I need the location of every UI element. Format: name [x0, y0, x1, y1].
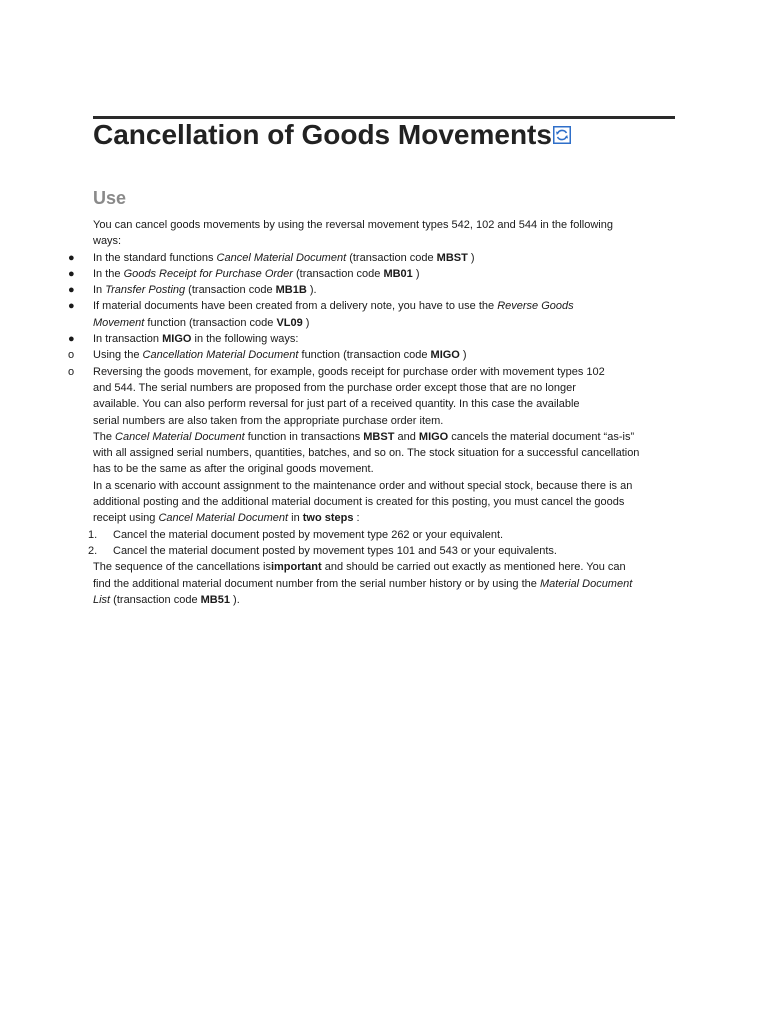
refresh-icon[interactable]: [553, 117, 571, 153]
title-text: Cancellation of Goods Movements: [93, 119, 552, 150]
list-item: ● In Transfer Posting (transaction code MB1B ).: [0, 282, 768, 298]
step-number: 1.: [88, 528, 98, 541]
text-line: has to be the same as after the original goods movement.: [93, 463, 374, 476]
bullet-marker: ●: [68, 251, 75, 264]
text-line: find the additional material document number from the serial number history or by using the Material Document: [93, 577, 633, 590]
text-line: List (transaction code MB51 ).: [93, 593, 240, 606]
bullet-marker: ●: [68, 300, 75, 313]
intro-line-2: ways:: [93, 235, 122, 248]
list-item: ● In the Goods Receipt for Purchase Order (transaction code MB01 ): [0, 266, 768, 282]
sub-bullet-marker: o: [68, 349, 75, 362]
list-item: ● If material documents have been created from a delivery note, you have to use the Reverse Goods: [0, 298, 768, 314]
sub-list-item: o Using the Cancellation Material Document function (transaction code MIGO ): [0, 347, 768, 363]
list-item: ● In the standard functions Cancel Material Document (transaction code MBST ): [0, 250, 768, 266]
step-text: Cancel the material document posted by movement type 262 or your equivalent.: [113, 528, 504, 541]
text-line: The sequence of the cancellations isimportant and should be carried out exactly as mentioned here. You can: [93, 561, 626, 574]
list-item-continuation: Movement function (transaction code VL09 ): [93, 316, 310, 329]
step-text: Cancel the material document posted by movement types 101 and 543 or your equivalents.: [113, 544, 557, 557]
text-line: additional posting and the additional material document is created for this posting, you must cancel the goods: [93, 496, 625, 509]
list-item: ● In transaction MIGO in the following ways:: [0, 331, 768, 347]
text-line: with all assigned serial numbers, quantities, batches, and so on. The stock situation for a successful cancellation: [93, 447, 640, 460]
text-line: serial numbers are also taken from the appropriate purchase order item.: [93, 414, 444, 427]
text-line: receipt using Cancel Material Document in two steps :: [93, 512, 360, 525]
bullet-marker: ●: [68, 333, 75, 346]
text-line: and 544. The serial numbers are proposed from the purchase order except those that are no longer: [93, 381, 576, 394]
step-number: 2.: [88, 544, 98, 557]
sub-list-item: o Reversing the goods movement, for example, goods receipt for purchase order with movement types 102: [0, 364, 768, 380]
document-body: [0, 217, 768, 608]
section-heading-use: Use: [93, 188, 127, 208]
text-line: In a scenario with account assignment to the maintenance order and without special stock, because there is an: [93, 479, 633, 492]
bullet-marker: ●: [68, 267, 75, 280]
text-line: The Cancel Material Document function in transactions MBST and MIGO cancels the material document “as-is”: [93, 430, 635, 443]
intro-line-1: You can cancel goods movements by using the reversal movement types 542, 102 and 544 in the following: [93, 219, 613, 231]
sub-bullet-marker: o: [68, 365, 75, 378]
numbered-step: [0, 543, 768, 559]
numbered-step: [0, 527, 768, 543]
bullet-marker: ●: [68, 284, 75, 297]
page-title: [93, 117, 571, 155]
text-line: available. You can also perform reversal for just part of a received quantity. In this case the available: [93, 398, 580, 411]
